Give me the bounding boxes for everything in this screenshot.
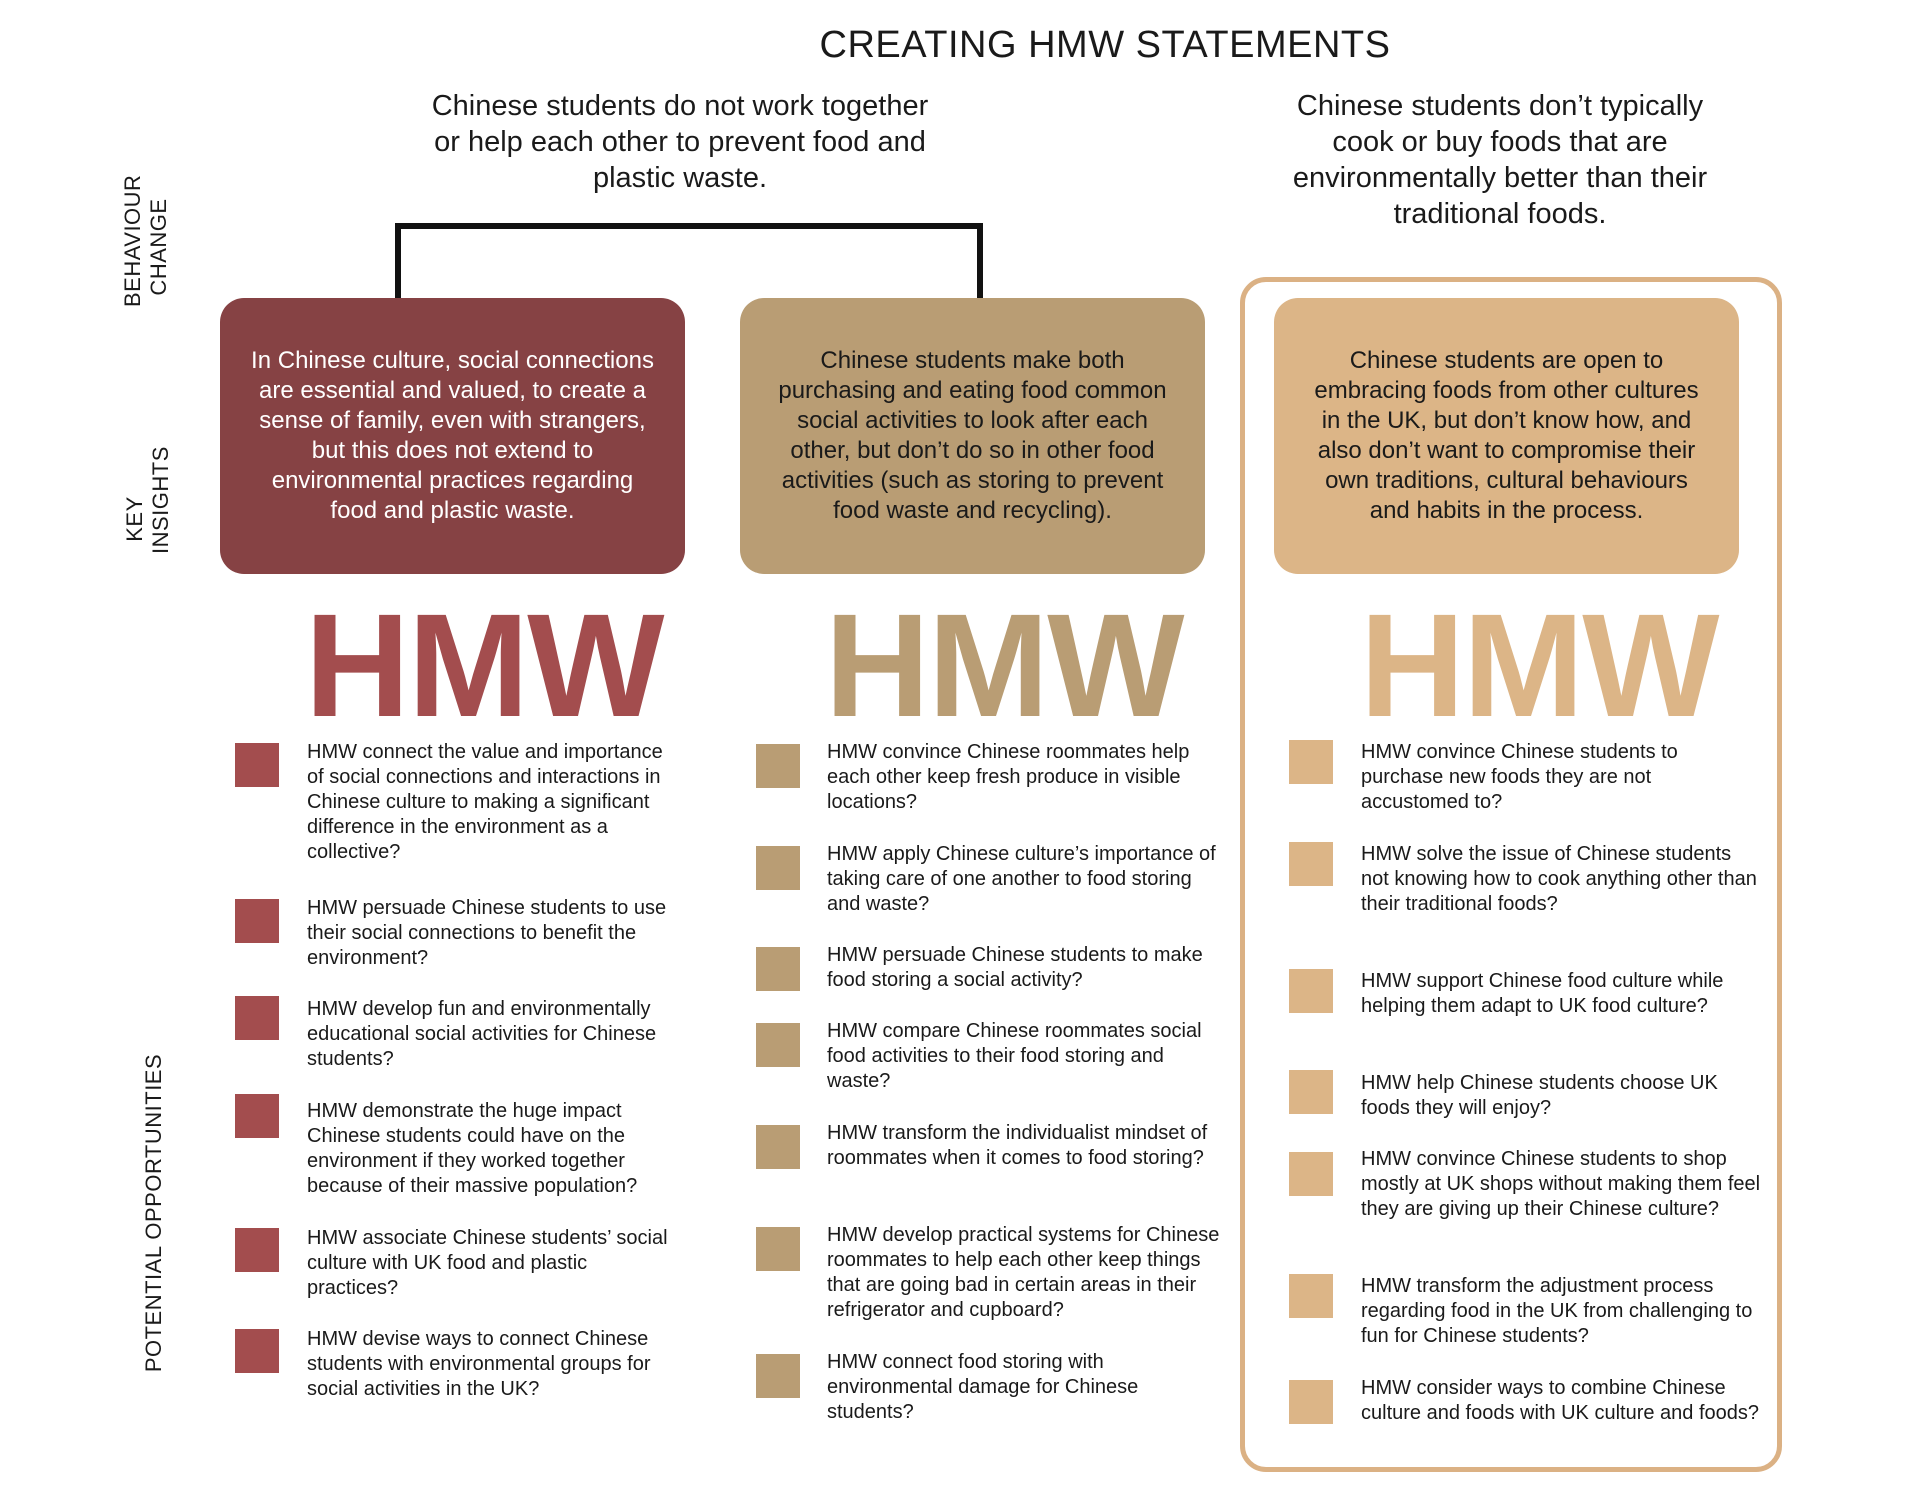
bullet-square (1289, 1380, 1333, 1424)
opportunity-item: HMW consider ways to combine Chinese culture and foods with UK culture and foods? (1361, 1377, 1760, 1424)
page-title: CREATING HMW STATEMENTS (819, 24, 1391, 66)
opportunity-item: HMW transform the adjustment process regarding food in the UK from challenging to fun for Chinese students? (1361, 1275, 1753, 1347)
behaviour-change-1: Chinese students do not work together or help each other to prevent food and plastic waste. (431, 90, 929, 194)
bullet-square (235, 899, 279, 943)
bullet-square (235, 743, 279, 787)
insight-box-1: In Chinese culture, social connections are essential and valued, to create a sense of family, even with strangers, but this does not extend to environmental practices regarding food and plastic waste. (220, 298, 685, 574)
bullet-square (756, 1125, 800, 1169)
bullet-square (756, 846, 800, 890)
opportunity-item: HMW develop practical systems for Chinese roommates to help each other keep things that are going bad in certain areas in their refrigerator and cupboard? (827, 1224, 1220, 1321)
opportunity-item: HMW develop fun and environmentally educational social activities for Chinese students? (307, 998, 657, 1070)
opportunity-item: HMW convince Chinese roommates help each other keep fresh produce in visible locations? (827, 741, 1190, 813)
insight-box-3: Chinese students are open to embracing foods from other cultures in the UK, but don’t know how, and also don’t want to compromise their own traditions, cultural behaviours and habits in the process. (1274, 298, 1739, 574)
bullet-square (1289, 969, 1333, 1013)
insight-box-2: Chinese students make both purchasing and eating food common social activities to look after each other, but don’t do so in other food activities (such as storing to prevent food waste and recycling). (740, 298, 1205, 574)
potential-opportunities-label: POTENTIAL OPPORTUNITIES (141, 1053, 166, 1373)
opportunity-item: HMW apply Chinese culture’s importance of taking care of one another to food storing and waste? (827, 843, 1216, 915)
bullet-square (235, 1094, 279, 1138)
bullet-square (1289, 1152, 1333, 1196)
opportunity-item: HMW persuade Chinese students to use their social connections to benefit the environment? (307, 897, 667, 969)
bullet-square (1289, 842, 1333, 886)
hmw-heading-1: HMW (304, 582, 663, 748)
opportunity-item: HMW connect food storing with environmental damage for Chinese students? (827, 1351, 1139, 1423)
hmw-heading-3: HMW (1359, 582, 1718, 748)
opportunity-item: HMW compare Chinese roommates social food activities to their food storing and waste? (827, 1020, 1202, 1092)
bullet-square (756, 947, 800, 991)
opportunity-item: HMW solve the issue of Chinese students not knowing how to cook anything other than their traditional foods? (1361, 843, 1757, 915)
opportunity-item: HMW support Chinese food culture while helping them adapt to UK food culture? (1361, 970, 1724, 1017)
bullet-square (756, 744, 800, 788)
bullet-square (1289, 1274, 1333, 1318)
insights-label-line-2: INSIGHTS (148, 446, 173, 554)
behaviour-label-line-2: CHANGE (146, 198, 171, 296)
bullet-square (1289, 1070, 1333, 1114)
hmw-heading-2: HMW (824, 582, 1183, 748)
key-insights-label (122, 446, 176, 554)
opportunity-item: HMW help Chinese students choose UK foods they will enjoy? (1361, 1072, 1718, 1119)
bullet-square (756, 1023, 800, 1067)
behaviour-change-label (120, 174, 174, 307)
bullet-square (235, 1228, 279, 1272)
opportunity-item: HMW convince Chinese students to purchase new foods they are not accustomed to? (1361, 741, 1678, 813)
bullet-square (235, 1329, 279, 1373)
opportunity-item: HMW convince Chinese students to shop mostly at UK shops without making them feel they are giving up their Chinese culture? (1361, 1148, 1761, 1220)
bullet-square (756, 1227, 800, 1271)
opportunity-item: HMW associate Chinese students’ social culture with UK food and plastic practices? (307, 1227, 668, 1299)
opportunity-item: HMW devise ways to connect Chinese students with environmental groups for social activities in the UK? (307, 1328, 651, 1400)
opportunity-item: HMW persuade Chinese students to make food storing a social activity? (827, 944, 1203, 991)
insights-label-line-1: KEY (122, 496, 147, 542)
behaviour-change-2: Chinese students don’t typically cook or buy foods that are environmentally better than their traditional foods. (1292, 90, 1708, 230)
bullet-square (1289, 740, 1333, 784)
behaviour-label-line-1: BEHAVIOUR (120, 174, 145, 307)
bullet-square (235, 996, 279, 1040)
bullet-square (756, 1354, 800, 1398)
opportunity-item: HMW transform the individualist mindset of roommates when it comes to food storing? (827, 1122, 1208, 1169)
opportunity-item: HMW connect the value and importance of social connections and interactions in Chinese culture to making a significant difference in the environment as a collective? (307, 741, 663, 863)
opportunity-item: HMW demonstrate the huge impact Chinese students could have on the environment if they worked together because of their massive population? (307, 1100, 638, 1197)
bracket-connector (395, 223, 983, 305)
